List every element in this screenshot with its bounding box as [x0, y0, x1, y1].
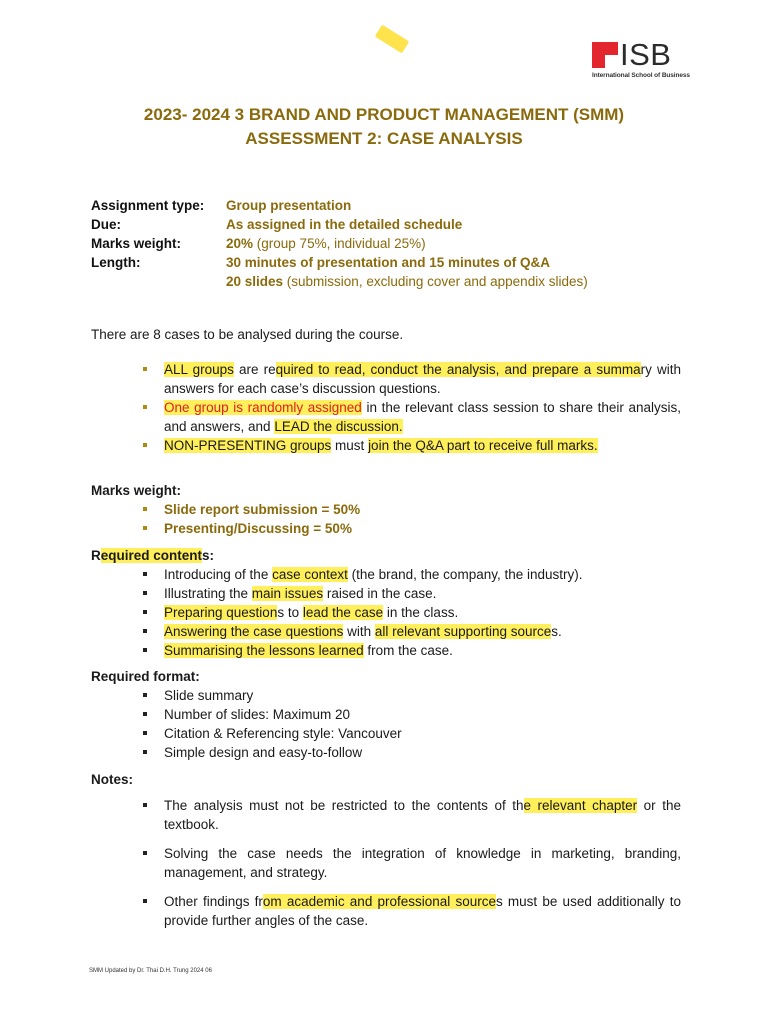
list-item: ALL groups are required to read, conduct the analysis, and prepare a summary with answers for each case’s discussion questions. — [91, 360, 681, 398]
required-format-heading: Required format: — [91, 669, 200, 684]
highlight-sticker — [375, 25, 410, 54]
document-title — [0, 103, 768, 151]
logo-word: ISB — [620, 37, 672, 72]
list-item: Citation & Referencing style: Vancouver — [91, 724, 681, 743]
required-contents-list — [91, 565, 681, 660]
list-item: One group is randomly assigned in the relevant class session to share their analysis, and answers, and LEAD the discussion. — [91, 398, 681, 436]
list-item: Preparing questions to lead the case in the class. — [91, 603, 681, 622]
list-item: Solving the case needs the integration of knowledge in marketing, branding, management, and strategy. — [91, 844, 681, 882]
list-item: Presenting/Discussing = 50% — [91, 519, 681, 538]
assignment-meta — [91, 196, 588, 291]
list-item: Summarising the lessons learned from the case. — [91, 641, 681, 660]
list-item: Number of slides: Maximum 20 — [91, 705, 681, 724]
meta-due: Due: As assigned in the detailed schedule — [91, 217, 463, 232]
list-item: Introducing of the case context (the brand, the company, the industry). — [91, 565, 681, 584]
intro-text: There are 8 cases to be analysed during the course. — [91, 327, 404, 342]
meta-assignment-type: Assignment type: Group presentation — [91, 198, 352, 213]
logo-tagline: International School of Business — [592, 72, 690, 79]
marks-weight-list — [91, 500, 681, 538]
title-line-1: 2023- 2024 3 BRAND AND PRODUCT MANAGEMENT (SMM) — [143, 105, 625, 124]
required-format-list — [91, 686, 681, 762]
list-item: Illustrating the main issues raised in the case. — [91, 584, 681, 603]
list-item: Other findings from academic and professional sources must be used additionally to provide further angles of the case. — [91, 892, 681, 930]
title-line-2: ASSESSMENT 2: CASE ANALYSIS — [245, 129, 523, 148]
list-item: Answering the case questions with all relevant supporting sources. — [91, 622, 681, 641]
group-rules-list — [91, 360, 681, 455]
list-item: The analysis must not be restricted to the contents of the relevant chapter or the textbook. — [91, 796, 681, 834]
list-item: Slide report submission = 50% — [91, 500, 681, 519]
notes-list — [91, 796, 681, 930]
meta-marks-weight: Marks weight: 20% (group 75%, individual 25%) — [91, 236, 426, 251]
meta-slides: 20 slides (submission, excluding cover and appendix slides) — [226, 274, 588, 289]
notes-heading: Notes: — [91, 772, 134, 787]
required-contents-heading: Required contents: — [91, 548, 215, 563]
meta-length: Length: 30 minutes of presentation and 15 minutes of Q&A — [91, 255, 551, 270]
list-item: NON-PRESENTING groups must join the Q&A part to receive full marks. — [91, 436, 681, 455]
page-footer: SMM Updated by Dr. Thai D.H. Trung 2024 06 — [89, 968, 212, 974]
list-item: Simple design and easy-to-follow — [91, 743, 681, 762]
marks-weight-heading: Marks weight: — [91, 483, 182, 498]
list-item: Slide summary — [91, 686, 681, 705]
isb-logo — [592, 37, 692, 84]
